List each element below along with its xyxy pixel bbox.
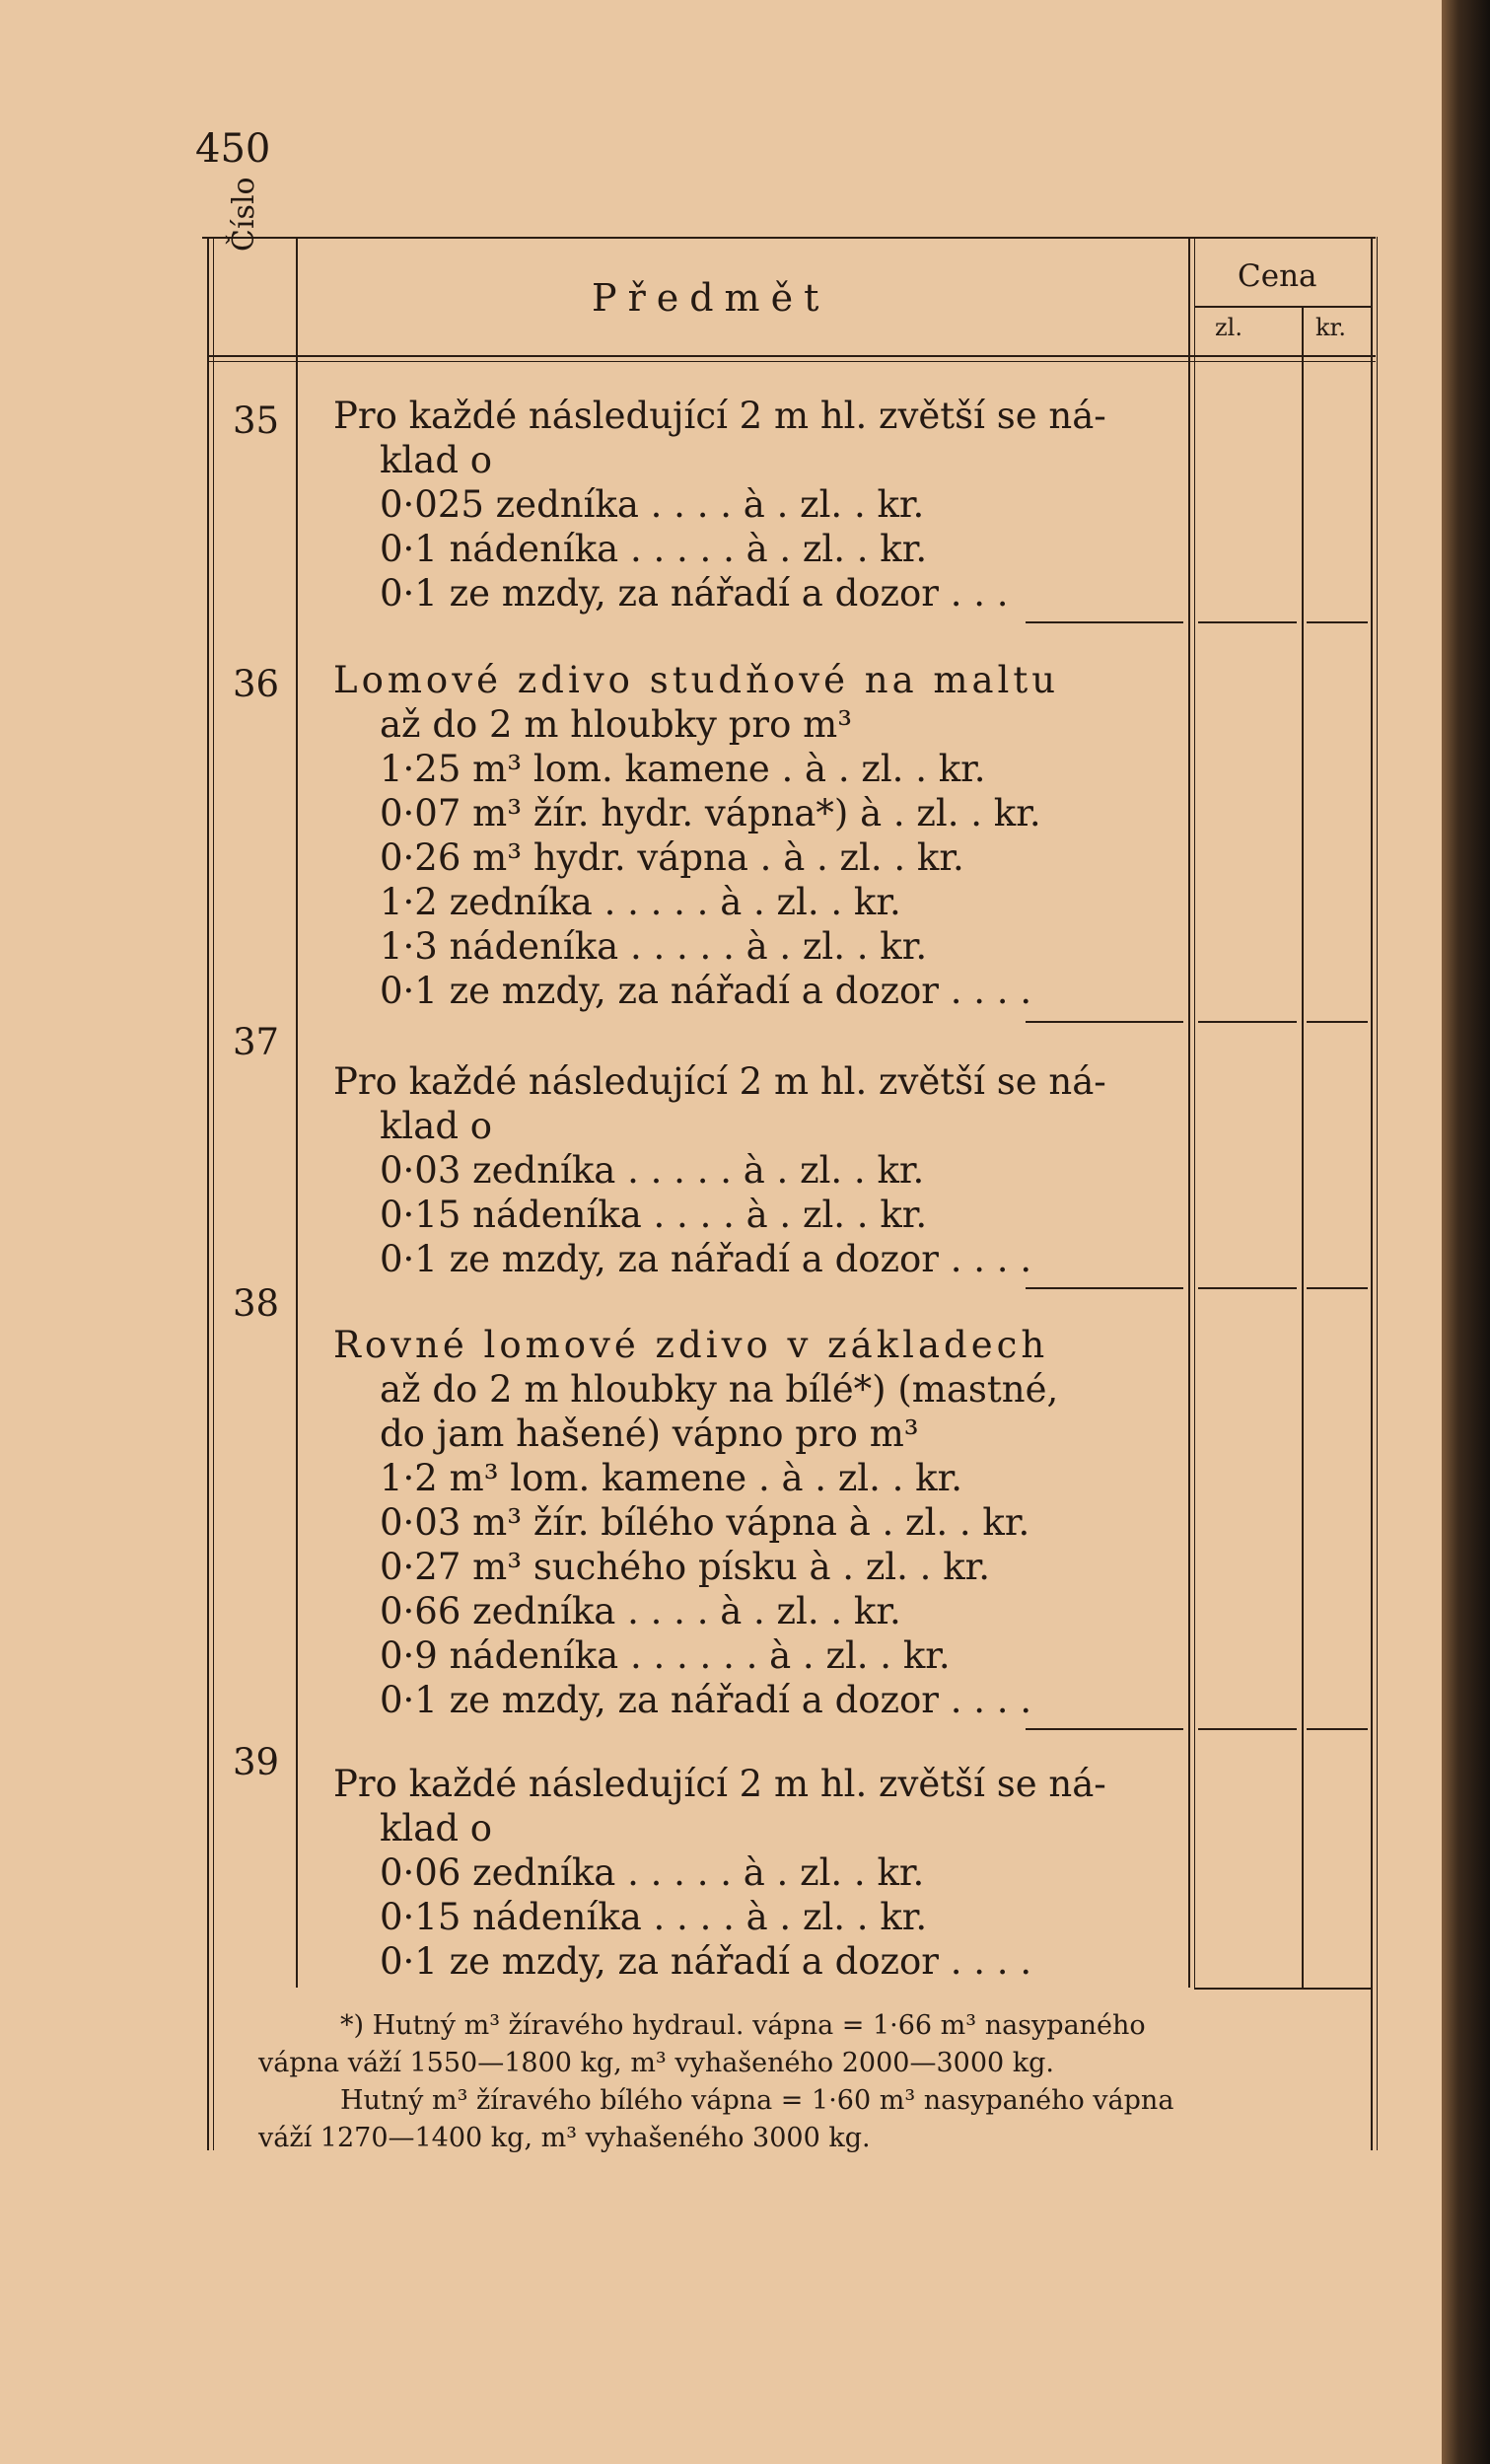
row-line: 0·1 ze mzdy, za nářadí a dozor . . . — [380, 572, 1009, 615]
table-right-border — [1371, 237, 1373, 2150]
book-spine-shadow — [1442, 0, 1490, 2464]
row-line: 0·66 zedníka . . . . à . zl. . kr. — [380, 1590, 901, 1632]
footnote-line: *) Hutný m³ žíravého hydraul. vápna = 1·66 m³ nasypaného — [340, 2010, 1146, 2041]
row-line: 0·025 zedníka . . . . à . zl. . kr. — [380, 483, 925, 526]
row-line: klad o — [380, 1105, 493, 1147]
row-number: 35 — [233, 399, 280, 442]
row-number: 38 — [233, 1282, 280, 1325]
column-header-zl: zl. — [1215, 314, 1242, 341]
price-rule — [1198, 1287, 1297, 1289]
subtotal-rule — [1026, 1287, 1183, 1289]
number-column-separator — [296, 237, 298, 1988]
row-line: klad o — [380, 1807, 493, 1849]
row-line: 0·03 m³ žír. bílého vápna à . zl. . kr. — [380, 1501, 1030, 1544]
price-rule — [1198, 621, 1297, 623]
subtotal-rule — [1026, 1021, 1183, 1023]
row-line: 0·1 ze mzdy, za nářadí a dozor . . . . — [380, 1940, 1032, 1983]
price-rule — [1307, 621, 1368, 623]
row-line: klad o — [380, 439, 493, 481]
row-line: 0·07 m³ žír. hydr. vápna*) à . zl. . kr. — [380, 792, 1041, 834]
row-line: 0·15 nádeníka . . . . à . zl. . kr. — [380, 1896, 928, 1938]
footnote-line: váží 1270—1400 kg, m³ vyhašeného 3000 kg. — [258, 2123, 871, 2153]
row-line: 1·2 zedníka . . . . . à . zl. . kr. — [380, 881, 901, 923]
price-rule — [1198, 1728, 1297, 1730]
row-line: Lomové zdivo studňové na maltu — [333, 659, 1060, 701]
column-header-number: Číslo — [227, 177, 261, 252]
subtotal-rule — [1026, 1728, 1183, 1730]
price-rule — [1307, 1728, 1368, 1730]
price-column-separator-2 — [1194, 237, 1195, 1988]
table-bottom-rule — [1194, 1988, 1372, 1990]
row-line: Pro každé následující 2 m hl. zvětší se ná- — [333, 395, 1106, 437]
row-line: až do 2 m hloubky na bílé*) (mastné, — [380, 1368, 1059, 1411]
row-line: 0·03 zedníka . . . . . à . zl. . kr. — [380, 1149, 925, 1192]
column-header-subject: Předmět — [592, 276, 830, 320]
table-right-border-2 — [1377, 237, 1378, 2150]
row-line: 0·26 m³ hydr. vápna . à . zl. . kr. — [380, 836, 964, 879]
kr-column-separator — [1302, 306, 1304, 1988]
row-line: 1·3 nádeníka . . . . . à . zl. . kr. — [380, 925, 928, 968]
row-number: 37 — [233, 1021, 280, 1063]
row-line: 0·27 m³ suchého písku à . zl. . kr. — [380, 1546, 990, 1588]
column-header-kr: kr. — [1315, 314, 1347, 341]
row-line: 0·15 nádeníka . . . . à . zl. . kr. — [380, 1194, 928, 1236]
row-line: 0·1 ze mzdy, za nářadí a dozor . . . . — [380, 1238, 1032, 1280]
row-number: 39 — [233, 1741, 280, 1783]
price-rule — [1307, 1287, 1368, 1289]
footnote-line: Hutný m³ žíravého bílého vápna = 1·60 m³ nasypaného vápna — [340, 2085, 1174, 2116]
price-rule — [1198, 1021, 1297, 1023]
row-line: Pro každé následující 2 m hl. zvětší se ná- — [333, 1060, 1106, 1103]
page-number: 450 — [195, 126, 271, 172]
row-line: 0·1 ze mzdy, za nářadí a dozor . . . . — [380, 970, 1032, 1012]
table-left-border-2 — [213, 237, 214, 2150]
row-line: 0·1 nádeníka . . . . . à . zl. . kr. — [380, 528, 928, 570]
header-bottom-border — [207, 355, 1376, 357]
row-line: Rovné lomové zdivo v základech — [333, 1324, 1049, 1366]
footnote-line: vápna váží 1550—1800 kg, m³ vyhašeného 2000—3000 kg. — [258, 2048, 1054, 2078]
row-line: až do 2 m hloubky pro m³ — [380, 703, 853, 746]
column-header-price: Cena — [1238, 258, 1317, 294]
row-line: 1·2 m³ lom. kamene . à . zl. . kr. — [380, 1457, 962, 1499]
table-top-border — [202, 237, 1376, 239]
row-line: 1·25 m³ lom. kamene . à . zl. . kr. — [380, 748, 986, 790]
table-left-border — [207, 237, 209, 2150]
row-line: Pro každé následující 2 m hl. zvětší se ná- — [333, 1763, 1106, 1805]
row-line: do jam hašené) vápno pro m³ — [380, 1413, 919, 1455]
row-line: 0·1 ze mzdy, za nářadí a dozor . . . . — [380, 1679, 1032, 1721]
header-bottom-border-2 — [207, 361, 1376, 362]
row-line: 0·9 nádeníka . . . . . . à . zl. . kr. — [380, 1634, 951, 1677]
cena-subheader-line — [1194, 306, 1372, 308]
price-column-separator — [1188, 237, 1190, 1988]
subtotal-rule — [1026, 621, 1183, 623]
price-rule — [1307, 1021, 1368, 1023]
row-line: 0·06 zedníka . . . . . à . zl. . kr. — [380, 1851, 925, 1894]
row-number: 36 — [233, 663, 280, 705]
